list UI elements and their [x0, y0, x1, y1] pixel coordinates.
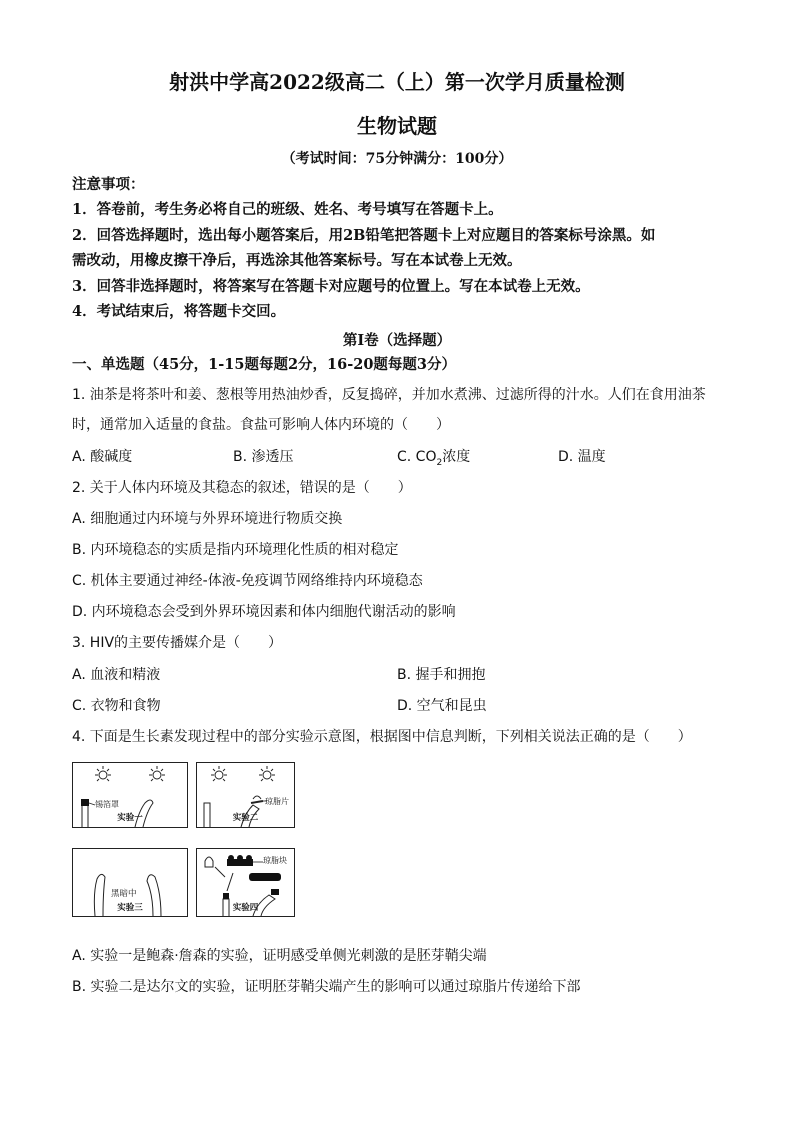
- q2-option-c: C. 机体主要通过神经-体液-免疫调节网络维持内环境稳态: [72, 573, 423, 589]
- q1-option-c: [397, 447, 470, 473]
- part1-heading: 第I卷（选择题）: [342, 332, 452, 349]
- section-heading: 一、单选题（45分，1-15题每题2分，16-20题每题3分）: [72, 356, 457, 373]
- q4-option-a: A. 实验一是鲍森·詹森的实验，证明感受单侧光刺激的是胚芽鞘尖端: [72, 948, 487, 964]
- exam-info: （考试时间：75分钟满分：100分）: [281, 151, 513, 167]
- experiment-2-panel: [196, 762, 295, 828]
- q2-stem: 2. 关于人体内环境及其稳态的叙述，错误的是（ ）: [72, 480, 412, 496]
- experiment-1-label: 实验一: [117, 813, 143, 823]
- note-item-3: 3．回答非选择题时，将答案写在答题卡对应题号的位置上。写在本试卷上无效。: [72, 278, 590, 295]
- q1-option-d: D. 温度: [558, 449, 606, 465]
- q1-option-b: B. 渗透压: [233, 449, 294, 465]
- experiment-2-label: 实验二: [232, 813, 259, 823]
- experiment-4-label: 实验四: [232, 903, 259, 913]
- q3-option-a: A. 血液和精液: [72, 667, 161, 683]
- experiment-1-panel: [72, 762, 188, 828]
- note-item-2-cont: 需改动，用橡皮擦干净后，再选涂其他答案标号。写在本试卷上无效。: [72, 252, 522, 269]
- experiment-3-label: 实验三: [117, 903, 143, 913]
- tin-cap-label: 锡箔罩: [95, 800, 119, 809]
- agar-block-label: 琼脂块: [263, 856, 287, 865]
- q4-stem: 4. 下面是生长素发现过程中的部分实验示意图，根据图中信息判断，下列相关说法正确的是（ ）: [72, 729, 692, 745]
- q1-option-c-sub: 2: [436, 457, 443, 468]
- q3-stem: 3. HIV的主要传播媒介是（ ）: [72, 635, 283, 651]
- q3-option-d: D. 空气和昆虫: [397, 698, 487, 714]
- experiment-4-panel: [196, 848, 295, 917]
- q3-option-c: C. 衣物和食物: [72, 698, 161, 714]
- q1-option-c-prefix: C. CO: [397, 449, 437, 465]
- note-item-2: 2．回答选择题时，选出每小题答案后，用2B铅笔把答题卡上对应题目的答案标号涂黑。如: [72, 227, 656, 244]
- agar-slice-label: 琼脂片: [265, 797, 289, 806]
- note-item-4: 4．考试结束后，将答题卡交回。: [72, 303, 286, 320]
- experiment-3-panel: [72, 848, 188, 917]
- q4-option-b: B. 实验二是达尔文的实验，证明胚芽鞘尖端产生的影响可以通过琼脂片传递给下部: [72, 979, 581, 995]
- note-item-1: 1．答卷前，考生务必将自己的班级、姓名、考号填写在答题卡上。: [72, 201, 503, 218]
- q1-option-a: A. 酸碱度: [72, 449, 133, 465]
- q1-option-c-suffix: 浓度: [442, 449, 471, 465]
- q1-stem-line2: 时，通常加入适量的食盐。食盐可影响人体内环境的（ ）: [72, 417, 450, 433]
- q2-option-d: D. 内环境稳态会受到外界环境因素和体内细胞代谢活动的影响: [72, 604, 456, 620]
- q1-stem-line1: 1. 油茶是将茶叶和姜、葱根等用热油炒香，反复捣碎，并加水煮沸、过滤所得的汁水。人们在食用油茶: [72, 387, 706, 403]
- subject-title: 生物试题: [357, 114, 437, 138]
- q2-option-a: A. 细胞通过内环境与外界环境进行物质交换: [72, 511, 343, 527]
- exam-title: 射洪中学高2022级高二（上）第一次学月质量检测: [169, 70, 625, 94]
- dark-label: 黑暗中: [111, 889, 137, 899]
- q2-option-b: B. 内环境稳态的实质是指内环境理化性质的相对稳定: [72, 542, 399, 558]
- q3-option-b: B. 握手和拥抱: [397, 667, 486, 683]
- notes-heading: 注意事项：: [72, 176, 145, 193]
